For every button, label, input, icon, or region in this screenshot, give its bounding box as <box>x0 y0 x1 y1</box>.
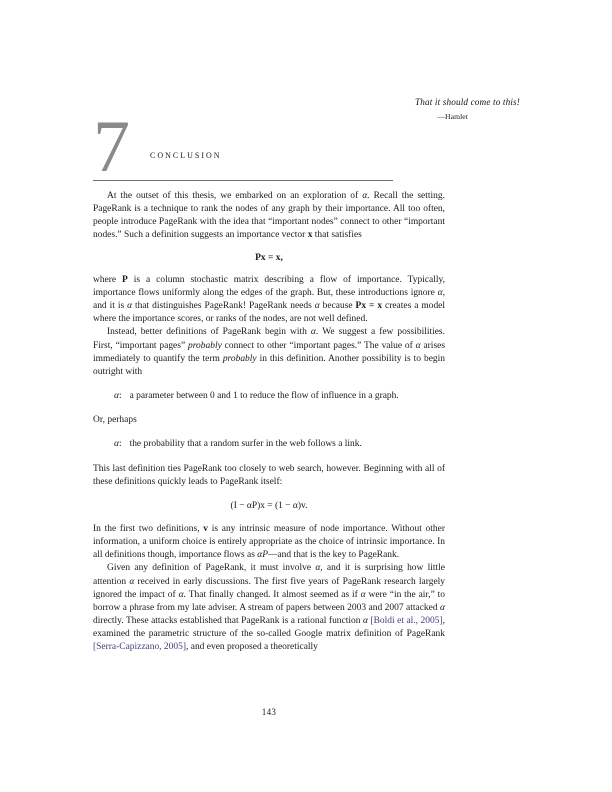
paragraph-2 <box>93 274 445 327</box>
definition-item-2: α: the probability that a random surfer in the web follows a link. <box>114 439 362 450</box>
text-run: Instead, better definitions of PageRank begin with <box>107 327 311 338</box>
text-run: , examined the parametric structure of the so-called Google matrix definition of PageRank <box>93 616 445 640</box>
alpha-p-term: αP <box>257 550 269 561</box>
alpha-symbol: α <box>440 602 445 613</box>
paragraph-5 <box>93 523 445 562</box>
text-run: received in early discussions. The first five years of PageRank research largely ignored the impact of <box>93 576 445 600</box>
alpha-symbol: α <box>129 576 135 587</box>
alpha-symbol: α <box>315 563 321 574</box>
alpha-symbol: α <box>360 589 366 600</box>
alpha-symbol: α <box>437 287 443 298</box>
alpha-symbol: α <box>114 391 119 402</box>
text-run: . That finally changed. It almost seemed as if <box>183 589 361 600</box>
text-run: , and even proposed a theoretically <box>186 642 318 653</box>
chapter-heading <box>93 106 520 188</box>
definition-item-1: α: a parameter between 0 and 1 to reduce the flow of influence in a graph. <box>114 391 399 402</box>
alpha-symbol: α <box>310 327 316 338</box>
page-number: 143 <box>261 707 277 717</box>
alpha-symbol: α <box>178 589 184 600</box>
text-run: connect to other “important pages.” The value of <box>221 340 416 351</box>
text-run: is a column stochastic matrix describing a flow of importance. Typically, importance flows uniformly along the edges of the graph. But, these introductions ignore <box>93 274 445 298</box>
alpha-symbol: α <box>362 191 368 201</box>
epigraph-quote: That it should come to this! <box>414 97 520 107</box>
paragraph-6 <box>93 562 445 654</box>
text-run: in this definition. Another possibility is to begin outright with <box>93 353 446 377</box>
text-run: that distinguishes PageRank! PageRank needs <box>132 301 315 312</box>
text-run: —and that is the key to PageRank. <box>268 550 400 561</box>
text-run: directly. These attacks established that PageRank is a rational function <box>93 616 363 627</box>
spacer <box>93 452 445 463</box>
paragraph-4: This last definition ties PageRank too closely to web search, however. Beginning with all of these definitions quickly leads to PageRank itself: <box>93 463 445 487</box>
text-run: . We suggest a few possibilities. First, “important pages” <box>93 327 445 351</box>
paragraph-3 <box>93 326 445 379</box>
text-run: , and it is <box>93 287 445 312</box>
alpha-symbol: α <box>114 439 119 450</box>
paragraph-1 <box>93 190 445 243</box>
equation-text: (I − αP)x = (1 − α)v. <box>230 500 308 511</box>
vector-x: x <box>307 230 313 241</box>
text-run: that satisfies <box>312 230 362 241</box>
text-run: because <box>319 301 356 312</box>
alpha-symbol: α <box>314 301 320 312</box>
emphasis-probably: probably <box>188 340 222 351</box>
definition-text: the probability that a random surfer in the web follows a link. <box>129 439 362 450</box>
matrix-p: P <box>122 274 128 285</box>
text-run: creates a model where the importance scores, or ranks of the nodes, are not well defined. <box>93 301 446 325</box>
text-run: where <box>93 274 123 285</box>
citation-link-serra-capizzano[interactable]: [Serra-Capizzano, 2005] <box>93 642 186 653</box>
spacer <box>93 379 445 390</box>
text-run: Given any definition of PageRank, it must involve <box>107 563 316 574</box>
epigraph-attribution: —Hamlet <box>437 112 468 122</box>
text-run: were “in the air,” to borrow a phrase from my late adviser. A stream of papers between 2003 and 2007 attacked <box>93 589 446 613</box>
alpha-symbol: α <box>362 616 368 627</box>
equation-text: Px = x, <box>255 252 283 263</box>
spacer <box>93 403 445 414</box>
body-column <box>93 190 445 655</box>
heading-divider <box>93 180 393 181</box>
display-equation-1 <box>93 243 445 274</box>
page-title: conclusion <box>150 149 222 161</box>
text-run: arises immediately to quantify the term <box>93 340 446 364</box>
text-run: , and it is surprising how little attention <box>93 563 445 587</box>
definition-text: a parameter between 0 and 1 to reduce the flow of influence in a graph. <box>129 391 399 402</box>
text-run: is any intrinsic measure of node importance. Without other information, a uniform choice is entirely appropriate as the choice of intrinsic importance. In all definitions though, importance flows as <box>93 523 445 561</box>
emphasis-probably: probably <box>222 353 257 364</box>
citation-link-boldi[interactable]: [Boldi et al., 2005] <box>370 616 443 627</box>
display-equation-2 <box>93 489 445 523</box>
alpha-symbol: α <box>415 340 421 351</box>
text-run: In the first two definitions, <box>93 523 204 534</box>
spacer <box>93 427 445 438</box>
text-run: At the outset of this thesis, we embarked on an exploration of <box>107 191 363 201</box>
vector-v: v <box>203 523 209 534</box>
text-run: . Recall the setting. PageRank is a technique to rank the nodes of any graph by their importance. All too often, people introduce PageRank with the idea that “important nodes” connect to other “important nodes.” Such a definition suggests an importance vector <box>93 191 445 241</box>
alpha-symbol: α <box>127 301 133 312</box>
inline-equation: Px = x <box>355 301 383 312</box>
or-perhaps-line: Or, perhaps <box>93 415 137 426</box>
chapter-number: 7 <box>93 106 130 188</box>
